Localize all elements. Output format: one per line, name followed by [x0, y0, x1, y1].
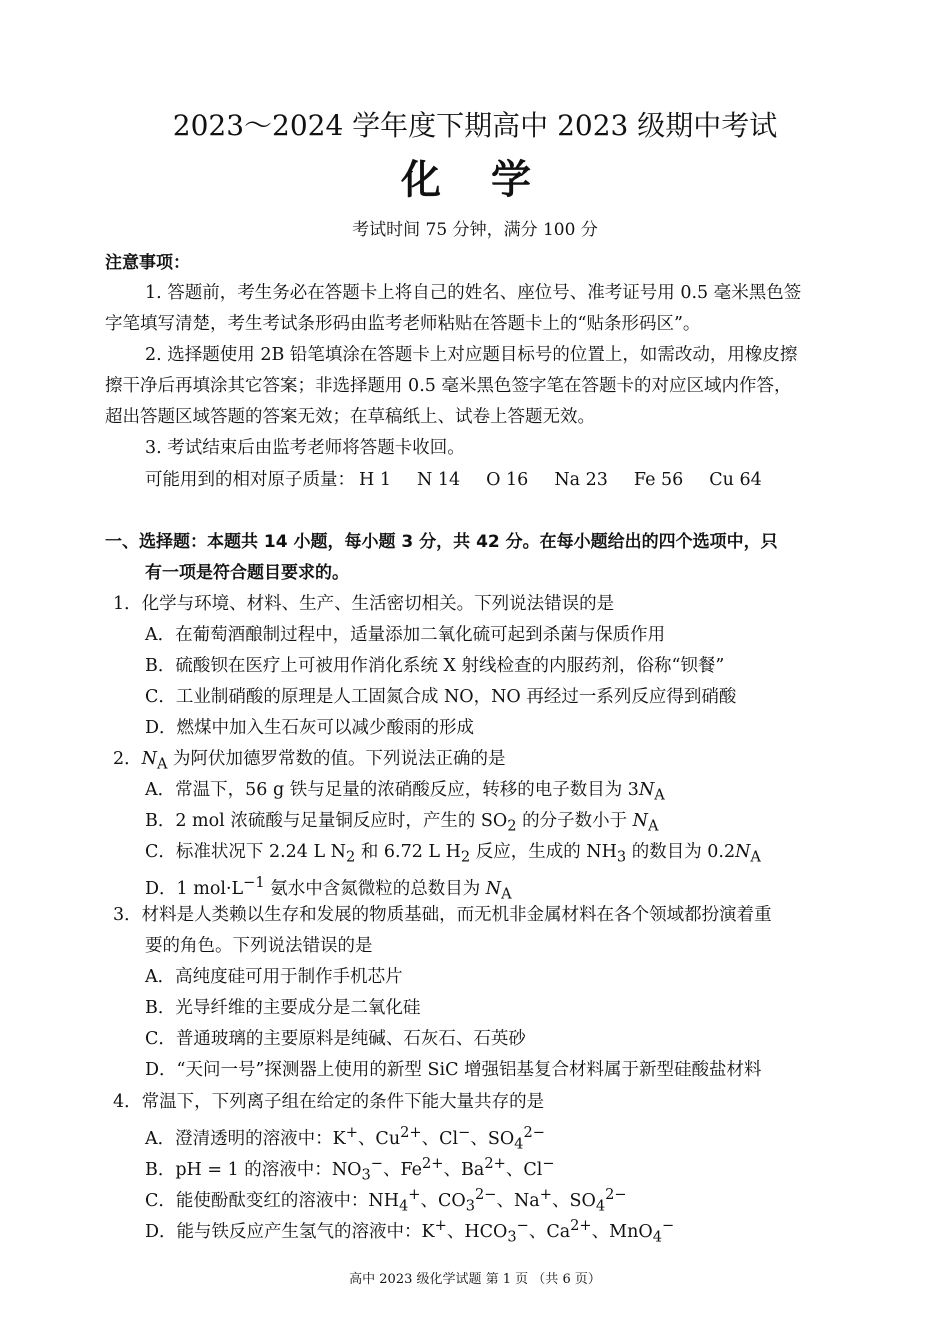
subject-title: 化 学: [401, 157, 549, 203]
q4-option-c: C．能使酚酞变红的溶液中：$NH_4^+$、$CO_3^{2-}$、Na+、$SO_4^{2-}$: [145, 1186, 627, 1215]
atomic-masses: [145, 466, 890, 494]
mass-na: Na 23: [554, 470, 608, 490]
q2-d-sup: −1: [243, 874, 265, 891]
q2-stem-text: 为阿伏加德罗常数的值。下列说法正确的是: [167, 749, 506, 769]
q2-d-text: D．1 mol·L: [145, 878, 244, 899]
q1-stem: 1．化学与环境、材料、生产、生活密切相关。下列说法错误的是: [113, 594, 615, 614]
q2-stem: [113, 745, 858, 779]
q3-option-a: A．高纯度硅可用于制作手机芯片: [145, 967, 403, 987]
q2-a-na: N: [638, 780, 655, 800]
q4-option-d: D．能与铁反应产生氢气的溶液中：K+、$HCO_3^-$、$Ca^{2+}$、MnO$_4$−: [145, 1217, 675, 1246]
q4-b-prefix: B．pH = 1 的溶液中：: [145, 1159, 332, 1180]
q4-option-b: B．pH = 1 的溶液中：$NO_3^-$、$Fe^{2+}$、$Ba^{2+}$、Cl−: [145, 1155, 555, 1184]
q1-option-c: C．工业制硝酸的原理是人工固氮合成 NO，NO 再经过一系列反应得到硝酸: [145, 687, 737, 707]
q1-option-d: D．燃煤中加入生石灰可以减少酸雨的形成: [145, 718, 475, 738]
q2-option-a: [145, 776, 890, 810]
notice-item-2-line-1: 2. 选择题使用 2B 铅笔填涂在答题卡上对应题目标号的位置上，如需改动，用橡皮擦: [145, 345, 798, 365]
q3-option-d: D．“天问一号”探测器上使用的新型 SiC 增强铝基复合材料属于新型硅酸盐材料: [145, 1060, 762, 1080]
q4-a-prefix: A．澄清透明的溶液中：: [145, 1128, 333, 1149]
q2-b-text-2: 的分子数小于: [516, 811, 633, 831]
q2-d-text-2: 氨水中含氮微粒的总数目为: [264, 878, 486, 899]
q2-a-text: A．常温下，56 g 铁与足量的浓硝酸反应，转移的电子数目为 3: [145, 780, 639, 800]
q2-b-na-sub: A: [647, 817, 659, 835]
q2-d-na-sub: A: [501, 885, 512, 903]
q2-c-na: N: [735, 842, 751, 862]
notice-item-3: 3. 考试结束后由监考老师将答题卡收回。: [145, 438, 465, 458]
q2-b-text: B．2 mol 浓硫酸与足量铜反应时，产生的 SO: [145, 811, 508, 831]
q2-c-text: C．标准状况下 2.24 L N: [145, 842, 346, 862]
mass-cu: Cu 64: [709, 470, 762, 490]
q4-c-prefix: C．能使酚酞变红的溶液中：: [145, 1190, 369, 1211]
notice-item-2-line-2: 擦干净后再填涂其它答案；非选择题用 0.5 毫米黑色签字笔在答题卡的对应区域内作答，: [105, 376, 792, 396]
q4-stem: 4．常温下，下列离子组在给定的条件下能大量共存的是: [113, 1092, 545, 1112]
q2-c-sub-2: 2: [460, 848, 471, 866]
q2-number: 2．: [113, 749, 142, 769]
q2-c-text-3: 反应，生成的 NH: [470, 842, 617, 862]
q4-option-a: A．澄清透明的溶液中：K+、$Cu^{2+}$、Cl−、$SO_4^{2-}$: [145, 1124, 545, 1153]
q2-option-b: [145, 807, 890, 841]
q4-d-prefix: D．能与铁反应产生氢气的溶液中：: [145, 1221, 422, 1242]
q3-option-b: B．光导纤维的主要成分是二氧化硅: [145, 998, 421, 1018]
q2-b-sub: 2: [507, 817, 517, 835]
q2-na-symbol: N: [141, 749, 157, 769]
q3-stem-line-1: 3．材料是人类赖以生存和发展的物质基础，而无机非金属材料在各个领域都扮演着重: [113, 905, 772, 925]
mass-fe: Fe 56: [633, 470, 684, 490]
mass-n: N 14: [416, 470, 461, 490]
section-1-heading-line-1: 一、选择题：本题共 14 小题，每小题 3 分，共 42 分。在每小题给出的四个选项中，只: [105, 532, 778, 552]
q2-na-subscript: A: [156, 755, 168, 773]
exam-info: 考试时间 75 分钟，满分 100 分: [352, 220, 598, 240]
exam-title: 2023～2024 学年度下期高中 2023 级期中考试: [172, 109, 778, 142]
mass-h: H 1: [359, 470, 391, 490]
q2-c-na-sub: A: [750, 848, 761, 866]
q1-option-b: B．硫酸钡在医疗上可被用作消化系统 X 射线检查的内服药剂，俗称“钡餐”: [145, 656, 725, 676]
q2-a-na-sub: A: [654, 786, 665, 804]
atomic-masses-label: 可能用到的相对原子质量：: [145, 470, 355, 490]
notice-item-1-line-2: 字笔填写清楚，考生考试条形码由监考老师粘贴在答题卡上的“贴条形码区”。: [105, 314, 701, 334]
notice-item-1-line-1: 1. 答题前，考生务必在答题卡上将自己的姓名、座位号、准考证号用 0.5 毫米黑色签: [145, 283, 802, 303]
notice-item-2-line-3: 超出答题区域答题的答案无效；在草稿纸上、试卷上答题无效。: [105, 407, 595, 427]
q3-option-c: C．普通玻璃的主要原料是纯碱、石灰石、石英砂: [145, 1029, 526, 1049]
q2-option-c: [145, 838, 890, 872]
notice-title: 注意事项：: [105, 253, 190, 273]
q2-c-text-4: 的数目为 0.2: [626, 842, 736, 862]
q2-c-sub-3: 3: [616, 848, 627, 866]
q2-c-text-2: 和 6.72 L H: [355, 842, 461, 862]
q2-b-na: N: [632, 811, 648, 831]
page-footer: 高中 2023 级化学试题 第 1 页 （共 6 页）: [349, 1272, 601, 1287]
q1-option-a: A．在葡萄酒酿制过程中，适量添加二氧化硫可起到杀菌与保质作用: [145, 625, 666, 645]
q2-d-na: N: [485, 878, 502, 899]
section-1-heading-line-2: 有一项是符合题目要求的。: [145, 563, 349, 583]
q3-stem-line-2: 要的角色。下列说法错误的是: [145, 936, 373, 956]
q2-c-sub-1: 2: [345, 848, 356, 866]
mass-o: O 16: [486, 470, 529, 490]
